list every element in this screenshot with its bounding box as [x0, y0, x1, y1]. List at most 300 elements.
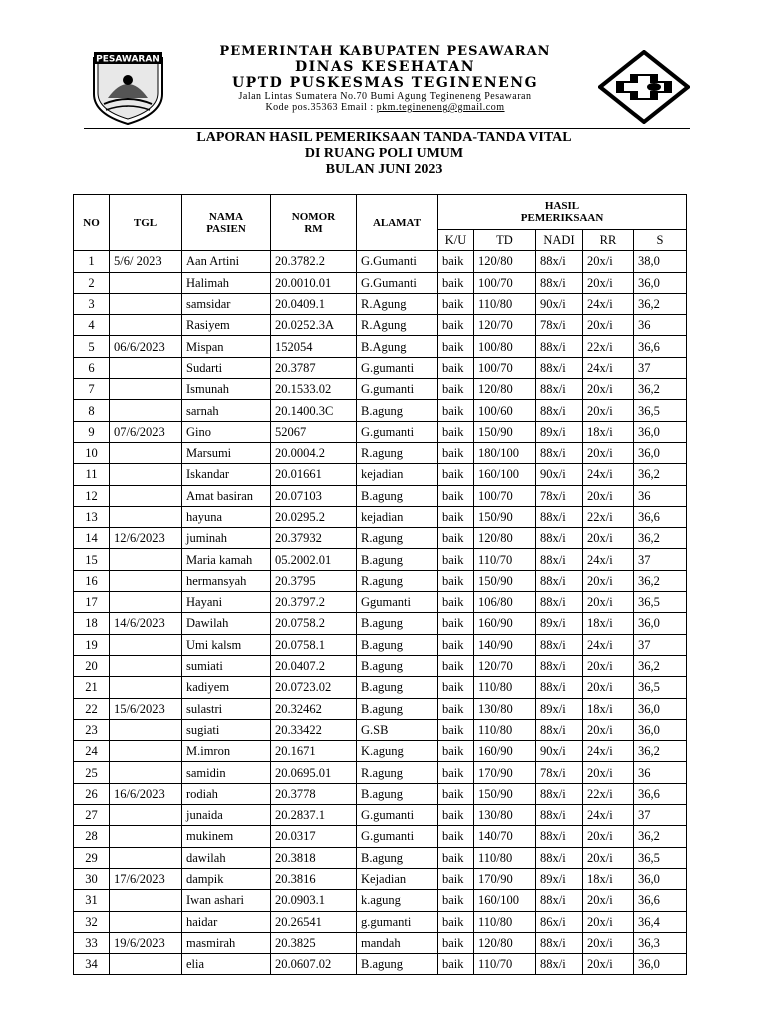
cell-date	[110, 805, 182, 826]
cell-no: 12	[74, 485, 110, 506]
cell-respiration-rate: 20x/i	[583, 592, 634, 613]
cell-address: B.Agung	[357, 336, 438, 357]
cell-address: B.agung	[357, 954, 438, 975]
cell-no: 32	[74, 911, 110, 932]
table-row	[74, 570, 687, 591]
cell-blood-pressure: 160/90	[474, 741, 536, 762]
cell-general-condition: baik	[438, 570, 474, 591]
cell-general-condition: baik	[438, 634, 474, 655]
cell-respiration-rate: 24x/i	[583, 293, 634, 314]
cell-medical-record-number: 20.0695.01	[271, 762, 357, 783]
table-row	[74, 528, 687, 549]
cell-address: B.agung	[357, 783, 438, 804]
cell-pulse: 89x/i	[536, 868, 583, 889]
cell-pulse: 88x/i	[536, 442, 583, 463]
cell-no: 26	[74, 783, 110, 804]
cell-address: G.Gumanti	[357, 251, 438, 272]
cell-pulse: 90x/i	[536, 293, 583, 314]
cell-respiration-rate: 20x/i	[583, 847, 634, 868]
cell-medical-record-number: 20.1533.02	[271, 379, 357, 400]
cell-address: G.SB	[357, 719, 438, 740]
table-row	[74, 719, 687, 740]
cell-date	[110, 719, 182, 740]
cell-respiration-rate: 20x/i	[583, 954, 634, 975]
cell-date	[110, 549, 182, 570]
cell-patient-name: Gino	[182, 421, 271, 442]
table-row	[74, 315, 687, 336]
cell-date	[110, 442, 182, 463]
cell-date	[110, 890, 182, 911]
cell-respiration-rate: 22x/i	[583, 783, 634, 804]
cell-address: G.gumanti	[357, 805, 438, 826]
table-row	[74, 442, 687, 463]
clinic-name: UPTD PUSKESMAS TEGINENENG	[231, 75, 539, 91]
cell-patient-name: rodiah	[182, 783, 271, 804]
cell-patient-name: Halimah	[182, 272, 271, 293]
cell-pulse: 88x/i	[536, 528, 583, 549]
cell-patient-name: Umi kalsm	[182, 634, 271, 655]
clinic-email: pkm.tegineneng@gmail.com	[376, 102, 505, 113]
cell-temperature: 36	[634, 762, 687, 783]
cell-medical-record-number: 20.26541	[271, 911, 357, 932]
cell-medical-record-number: 20.07103	[271, 485, 357, 506]
cell-no: 10	[74, 442, 110, 463]
cell-temperature: 36,5	[634, 592, 687, 613]
cell-pulse: 89x/i	[536, 613, 583, 634]
cell-address: R.agung	[357, 442, 438, 463]
cell-patient-name: Rasiyem	[182, 315, 271, 336]
cell-pulse: 88x/i	[536, 272, 583, 293]
cell-no: 17	[74, 592, 110, 613]
cell-no: 1	[74, 251, 110, 272]
table-row	[74, 272, 687, 293]
table-row	[74, 805, 687, 826]
cell-pulse: 88x/i	[536, 719, 583, 740]
cell-medical-record-number: 20.1400.3C	[271, 400, 357, 421]
cell-no: 24	[74, 741, 110, 762]
cell-medical-record-number: 20.0252.3A	[271, 315, 357, 336]
report-title-line-2: DI RUANG POLI UMUM	[304, 146, 464, 161]
cell-respiration-rate: 18x/i	[583, 613, 634, 634]
cell-date	[110, 357, 182, 378]
cell-patient-name: sarnah	[182, 400, 271, 421]
cell-temperature: 36,6	[634, 506, 687, 527]
cell-medical-record-number: 20.3797.2	[271, 592, 357, 613]
cell-patient-name: Dawilah	[182, 613, 271, 634]
table-row	[74, 890, 687, 911]
subheader-pulse: NADI	[536, 230, 583, 251]
cell-respiration-rate: 20x/i	[583, 485, 634, 506]
cell-temperature: 37	[634, 805, 687, 826]
cell-respiration-rate: 20x/i	[583, 911, 634, 932]
cell-no: 4	[74, 315, 110, 336]
cell-blood-pressure: 110/80	[474, 847, 536, 868]
cell-date	[110, 847, 182, 868]
cell-pulse: 88x/i	[536, 251, 583, 272]
cell-respiration-rate: 24x/i	[583, 805, 634, 826]
cell-blood-pressure: 110/80	[474, 293, 536, 314]
cell-date	[110, 400, 182, 421]
cell-no: 3	[74, 293, 110, 314]
cell-date	[110, 315, 182, 336]
pesawaran-regency-emblem-icon	[88, 48, 168, 126]
cell-patient-name: sugiati	[182, 719, 271, 740]
letterhead-divider	[84, 128, 690, 129]
table-row	[74, 954, 687, 975]
cell-address: B.agung	[357, 677, 438, 698]
cell-no: 20	[74, 655, 110, 676]
cell-temperature: 37	[634, 549, 687, 570]
subheader-blood-pressure: TD	[474, 230, 536, 251]
cell-no: 14	[74, 528, 110, 549]
cell-address: G.gumanti	[357, 826, 438, 847]
cell-patient-name: Aan Artini	[182, 251, 271, 272]
cell-date: 16/6/2023	[110, 783, 182, 804]
cell-blood-pressure: 100/80	[474, 336, 536, 357]
cell-temperature: 36,2	[634, 655, 687, 676]
cell-general-condition: baik	[438, 400, 474, 421]
cell-no: 9	[74, 421, 110, 442]
cell-blood-pressure: 110/80	[474, 677, 536, 698]
header-date: TGL	[110, 195, 182, 251]
cell-pulse: 88x/i	[536, 549, 583, 570]
cell-temperature: 38,0	[634, 251, 687, 272]
cell-no: 23	[74, 719, 110, 740]
cell-address: B.agung	[357, 634, 438, 655]
cell-respiration-rate: 20x/i	[583, 890, 634, 911]
cell-address: kejadian	[357, 464, 438, 485]
cell-general-condition: baik	[438, 442, 474, 463]
cell-temperature: 36,0	[634, 868, 687, 889]
cell-blood-pressure: 160/100	[474, 890, 536, 911]
cell-pulse: 88x/i	[536, 655, 583, 676]
cell-address: k.agung	[357, 890, 438, 911]
cell-temperature: 36,2	[634, 826, 687, 847]
cell-pulse: 88x/i	[536, 847, 583, 868]
cell-address: mandah	[357, 932, 438, 953]
cell-no: 16	[74, 570, 110, 591]
cell-medical-record-number: 20.0295.2	[271, 506, 357, 527]
cell-general-condition: baik	[438, 890, 474, 911]
cell-address: B.agung	[357, 485, 438, 506]
cell-general-condition: baik	[438, 932, 474, 953]
cell-date	[110, 655, 182, 676]
cell-pulse: 88x/i	[536, 570, 583, 591]
subheader-general-condition: K/U	[438, 230, 474, 251]
cell-pulse: 88x/i	[536, 677, 583, 698]
cell-no: 7	[74, 379, 110, 400]
cell-patient-name: masmirah	[182, 932, 271, 953]
cell-respiration-rate: 20x/i	[583, 826, 634, 847]
cell-medical-record-number: 20.3778	[271, 783, 357, 804]
cell-date	[110, 379, 182, 400]
letterhead	[0, 40, 768, 120]
cell-medical-record-number: 20.1671	[271, 741, 357, 762]
cell-respiration-rate: 20x/i	[583, 932, 634, 953]
cell-respiration-rate: 20x/i	[583, 400, 634, 421]
cell-patient-name: sumiati	[182, 655, 271, 676]
government-name: PEMERINTAH KABUPATEN PESAWARAN	[219, 44, 551, 59]
cell-address: g.gumanti	[357, 911, 438, 932]
cell-general-condition: baik	[438, 251, 474, 272]
cell-respiration-rate: 22x/i	[583, 336, 634, 357]
cell-no: 30	[74, 868, 110, 889]
cell-date: 5/6/ 2023	[110, 251, 182, 272]
table-row	[74, 655, 687, 676]
cell-medical-record-number: 20.0758.2	[271, 613, 357, 634]
cell-general-condition: baik	[438, 336, 474, 357]
cell-general-condition: baik	[438, 293, 474, 314]
cell-temperature: 36,2	[634, 379, 687, 400]
cell-general-condition: baik	[438, 528, 474, 549]
cell-blood-pressure: 120/80	[474, 932, 536, 953]
cell-date	[110, 826, 182, 847]
cell-date	[110, 506, 182, 527]
cell-date	[110, 911, 182, 932]
cell-pulse: 78x/i	[536, 762, 583, 783]
cell-patient-name: Mispan	[182, 336, 271, 357]
cell-no: 15	[74, 549, 110, 570]
cell-general-condition: baik	[438, 677, 474, 698]
cell-blood-pressure: 110/70	[474, 954, 536, 975]
cell-general-condition: baik	[438, 805, 474, 826]
cell-pulse: 78x/i	[536, 485, 583, 506]
table-row	[74, 379, 687, 400]
cell-pulse: 88x/i	[536, 357, 583, 378]
cell-pulse: 88x/i	[536, 506, 583, 527]
cell-blood-pressure: 150/90	[474, 570, 536, 591]
cell-no: 8	[74, 400, 110, 421]
cell-patient-name: samidin	[182, 762, 271, 783]
cell-patient-name: Iskandar	[182, 464, 271, 485]
clinic-contact	[180, 102, 590, 113]
cell-temperature: 36,0	[634, 719, 687, 740]
cell-pulse: 88x/i	[536, 379, 583, 400]
cell-general-condition: baik	[438, 592, 474, 613]
cell-respiration-rate: 20x/i	[583, 677, 634, 698]
cell-respiration-rate: 20x/i	[583, 442, 634, 463]
cell-general-condition: baik	[438, 613, 474, 634]
cell-medical-record-number: 20.0004.2	[271, 442, 357, 463]
cell-medical-record-number: 20.3795	[271, 570, 357, 591]
cell-no: 33	[74, 932, 110, 953]
cell-temperature: 36,3	[634, 932, 687, 953]
cell-medical-record-number: 20.32462	[271, 698, 357, 719]
cell-general-condition: baik	[438, 655, 474, 676]
cell-medical-record-number: 20.37932	[271, 528, 357, 549]
subheader-respiration-rate: RR	[583, 230, 634, 251]
cell-medical-record-number: 20.3818	[271, 847, 357, 868]
cell-medical-record-number: 20.0010.01	[271, 272, 357, 293]
cell-general-condition: baik	[438, 741, 474, 762]
cell-no: 27	[74, 805, 110, 826]
cell-date: 14/6/2023	[110, 613, 182, 634]
cell-respiration-rate: 24x/i	[583, 549, 634, 570]
header-no: NO	[74, 195, 110, 251]
cell-date	[110, 485, 182, 506]
cell-respiration-rate: 20x/i	[583, 719, 634, 740]
cell-address: B.agung	[357, 698, 438, 719]
cell-respiration-rate: 20x/i	[583, 570, 634, 591]
cell-temperature: 36,6	[634, 890, 687, 911]
cell-address: B.agung	[357, 847, 438, 868]
table-row	[74, 251, 687, 272]
cell-date: 15/6/2023	[110, 698, 182, 719]
cell-respiration-rate: 24x/i	[583, 464, 634, 485]
cell-address: G.gumanti	[357, 421, 438, 442]
cell-general-condition: baik	[438, 549, 474, 570]
cell-medical-record-number: 20.0723.02	[271, 677, 357, 698]
cell-medical-record-number: 20.0409.1	[271, 293, 357, 314]
cell-general-condition: baik	[438, 911, 474, 932]
cell-medical-record-number: 20.0407.2	[271, 655, 357, 676]
cell-address: Ggumanti	[357, 592, 438, 613]
cell-address: G.gumanti	[357, 357, 438, 378]
table-row	[74, 826, 687, 847]
header-patient-name: NAMA PASIEN	[182, 195, 271, 251]
cell-no: 18	[74, 613, 110, 634]
cell-general-condition: baik	[438, 954, 474, 975]
cell-respiration-rate: 20x/i	[583, 315, 634, 336]
cell-patient-name: elia	[182, 954, 271, 975]
table-row	[74, 932, 687, 953]
cell-address: kejadian	[357, 506, 438, 527]
cell-patient-name: mukinem	[182, 826, 271, 847]
cell-temperature: 36,0	[634, 698, 687, 719]
cell-patient-name: kadiyem	[182, 677, 271, 698]
cell-date	[110, 293, 182, 314]
report-title-line-1: LAPORAN HASIL PEMERIKSAAN TANDA-TANDA VITAL	[196, 130, 572, 145]
table-row	[74, 549, 687, 570]
cell-blood-pressure: 150/90	[474, 421, 536, 442]
cell-address: B.agung	[357, 613, 438, 634]
cell-blood-pressure: 100/70	[474, 357, 536, 378]
cell-pulse: 90x/i	[536, 464, 583, 485]
puskesmas-logo-icon	[598, 50, 690, 124]
cell-date	[110, 741, 182, 762]
cell-temperature: 36,6	[634, 336, 687, 357]
cell-no: 29	[74, 847, 110, 868]
cell-medical-record-number: 20.0607.02	[271, 954, 357, 975]
cell-address: B.agung	[357, 655, 438, 676]
header-address: ALAMAT	[357, 195, 438, 251]
cell-general-condition: baik	[438, 698, 474, 719]
cell-pulse: 89x/i	[536, 698, 583, 719]
cell-patient-name: haidar	[182, 911, 271, 932]
table-row	[74, 357, 687, 378]
department-name: DINAS KESEHATAN	[294, 59, 476, 75]
table-row	[74, 634, 687, 655]
cell-blood-pressure: 160/90	[474, 613, 536, 634]
cell-blood-pressure: 110/80	[474, 911, 536, 932]
table-header-row	[74, 195, 687, 230]
cell-no: 25	[74, 762, 110, 783]
table-row	[74, 421, 687, 442]
cell-patient-name: Iwan ashari	[182, 890, 271, 911]
cell-pulse: 88x/i	[536, 592, 583, 613]
cell-address: R.agung	[357, 570, 438, 591]
table-row	[74, 485, 687, 506]
cell-medical-record-number: 20.33422	[271, 719, 357, 740]
cell-blood-pressure: 120/80	[474, 251, 536, 272]
cell-temperature: 36,2	[634, 741, 687, 762]
cell-pulse: 88x/i	[536, 783, 583, 804]
cell-pulse: 89x/i	[536, 421, 583, 442]
cell-general-condition: baik	[438, 506, 474, 527]
cell-blood-pressure: 170/90	[474, 762, 536, 783]
cell-date	[110, 570, 182, 591]
cell-blood-pressure: 100/60	[474, 400, 536, 421]
cell-medical-record-number: 20.3816	[271, 868, 357, 889]
cell-no: 31	[74, 890, 110, 911]
cell-pulse: 88x/i	[536, 336, 583, 357]
table-row	[74, 783, 687, 804]
cell-respiration-rate: 18x/i	[583, 421, 634, 442]
cell-blood-pressure: 120/70	[474, 315, 536, 336]
cell-address: R.Agung	[357, 315, 438, 336]
cell-pulse: 88x/i	[536, 826, 583, 847]
cell-patient-name: Marsumi	[182, 442, 271, 463]
cell-patient-name: dawilah	[182, 847, 271, 868]
cell-medical-record-number: 20.2837.1	[271, 805, 357, 826]
cell-patient-name: Amat basiran	[182, 485, 271, 506]
table-row	[74, 868, 687, 889]
cell-address: B.agung	[357, 549, 438, 570]
cell-temperature: 36,5	[634, 400, 687, 421]
cell-no: 21	[74, 677, 110, 698]
cell-no: 28	[74, 826, 110, 847]
cell-date	[110, 762, 182, 783]
table-row	[74, 293, 687, 314]
cell-respiration-rate: 24x/i	[583, 634, 634, 655]
cell-respiration-rate: 20x/i	[583, 272, 634, 293]
cell-no: 34	[74, 954, 110, 975]
cell-blood-pressure: 160/100	[474, 464, 536, 485]
cell-general-condition: baik	[438, 762, 474, 783]
cell-address: Kejadian	[357, 868, 438, 889]
header-medical-record-number: NOMOR RM	[271, 195, 357, 251]
cell-blood-pressure: 130/80	[474, 805, 536, 826]
cell-no: 11	[74, 464, 110, 485]
cell-temperature: 36,2	[634, 293, 687, 314]
cell-medical-record-number: 20.3825	[271, 932, 357, 953]
cell-medical-record-number: 20.3787	[271, 357, 357, 378]
table-row	[74, 677, 687, 698]
cell-temperature: 37	[634, 357, 687, 378]
cell-no: 6	[74, 357, 110, 378]
cell-date	[110, 464, 182, 485]
table-row	[74, 698, 687, 719]
cell-general-condition: baik	[438, 272, 474, 293]
cell-patient-name: dampik	[182, 868, 271, 889]
postal-code-label: Kode pos.35363 Email :	[265, 102, 377, 113]
cell-temperature: 36,0	[634, 613, 687, 634]
cell-blood-pressure: 170/90	[474, 868, 536, 889]
cell-patient-name: juminah	[182, 528, 271, 549]
cell-date: 07/6/2023	[110, 421, 182, 442]
cell-date: 19/6/2023	[110, 932, 182, 953]
cell-respiration-rate: 18x/i	[583, 698, 634, 719]
cell-pulse: 78x/i	[536, 315, 583, 336]
cell-respiration-rate: 20x/i	[583, 379, 634, 400]
cell-blood-pressure: 120/70	[474, 655, 536, 676]
cell-address: B.agung	[357, 400, 438, 421]
cell-temperature: 36	[634, 315, 687, 336]
cell-medical-record-number: 20.0758.1	[271, 634, 357, 655]
table-row	[74, 911, 687, 932]
cell-blood-pressure: 130/80	[474, 698, 536, 719]
cell-patient-name: Ismunah	[182, 379, 271, 400]
